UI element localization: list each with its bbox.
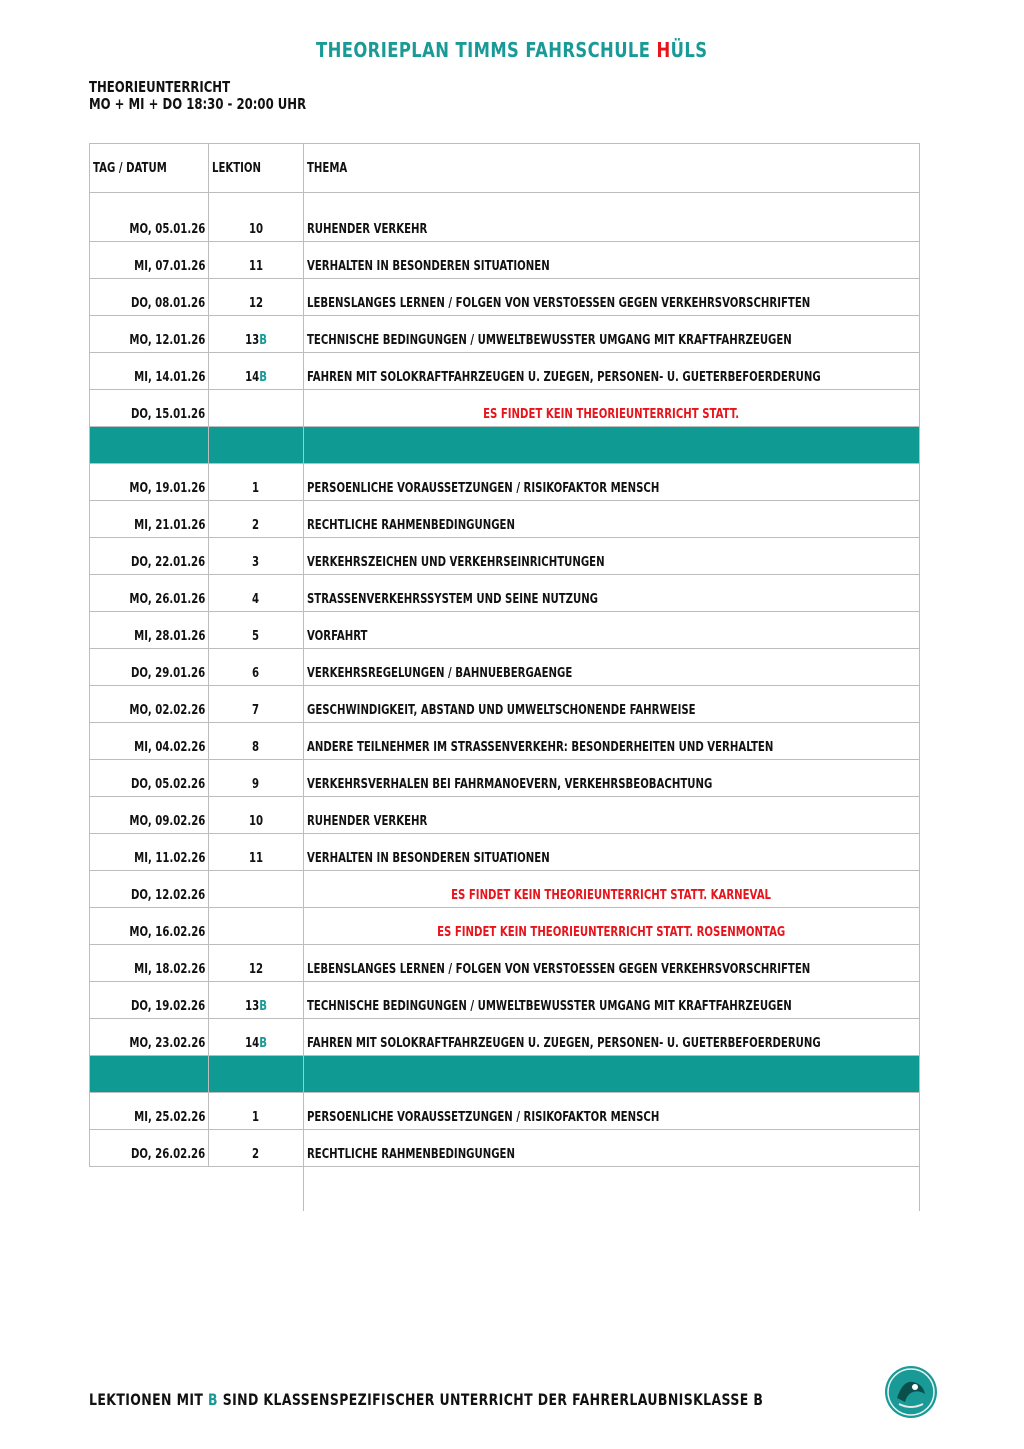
topic-cell: TECHNISCHE BEDINGUNGEN / UMWELTBEWUSSTER UMGANG MIT KRAFTFAHRZEUGEN [304, 316, 920, 353]
section-divider-row [90, 1056, 920, 1093]
empty-cell [304, 1167, 920, 1212]
lesson-cell: 14B [209, 353, 304, 390]
date-cell: MO, 05.01.26 [90, 193, 209, 242]
notice-cell: ES FINDET KEIN THEORIEUNTERRICHT STATT. [304, 390, 920, 427]
date-cell: MO, 16.02.26 [90, 908, 209, 945]
lesson-cell: 14B [209, 1019, 304, 1056]
date-cell: MI, 07.01.26 [90, 242, 209, 279]
table-row [90, 945, 920, 982]
notice-cell: ES FINDET KEIN THEORIEUNTERRICHT STATT. KARNEVAL [304, 871, 920, 908]
topic-cell: FAHREN MIT SOLOKRAFTFAHRZEUGEN U. ZUEGEN, PERSONEN- U. GUETERBEFOERDERUNG [304, 1019, 920, 1056]
subtitle-line2: MO + MI + DO 18:30 - 20:00 UHR [89, 95, 307, 113]
column-header-topic: THEMA [304, 144, 920, 193]
topic-cell: LEBENSLANGES LERNEN / FOLGEN VON VERSTOESSEN GEGEN VERKEHRSVORSCHRIFTEN [304, 279, 920, 316]
divider-cell [209, 1056, 304, 1093]
table-row [90, 834, 920, 871]
table-row [90, 723, 920, 760]
table-row [90, 353, 920, 390]
table-row [90, 279, 920, 316]
title-text: THEORIEPLAN TIMMS FAHRSCHULE [316, 38, 657, 62]
lesson-cell: 9 [209, 760, 304, 797]
date-cell: MI, 21.01.26 [90, 501, 209, 538]
topic-cell: RUHENDER VERKEHR [304, 193, 920, 242]
table-row [90, 649, 920, 686]
empty-row [90, 1167, 920, 1212]
table-row [90, 501, 920, 538]
no-class-row [90, 908, 920, 945]
date-cell: DO, 29.01.26 [90, 649, 209, 686]
lesson-cell: 8 [209, 723, 304, 760]
table-row [90, 982, 920, 1019]
lesson-cell: 11 [209, 834, 304, 871]
topic-cell: RUHENDER VERKEHR [304, 797, 920, 834]
date-cell: DO, 12.02.26 [90, 871, 209, 908]
lesson-cell: 2 [209, 1130, 304, 1167]
date-cell: DO, 05.02.26 [90, 760, 209, 797]
topic-cell: STRASSENVERKEHRSSYSTEM UND SEINE NUTZUNG [304, 575, 920, 612]
section-divider-row [90, 427, 920, 464]
lesson-cell: 5 [209, 612, 304, 649]
topic-cell: VERHALTEN IN BESONDEREN SITUATIONEN [304, 242, 920, 279]
date-cell: MI, 14.01.26 [90, 353, 209, 390]
date-cell: MO, 02.02.26 [90, 686, 209, 723]
date-cell: DO, 19.02.26 [90, 982, 209, 1019]
divider-cell [90, 427, 209, 464]
lesson-cell: 3 [209, 538, 304, 575]
column-header-lesson: LEKTION [209, 144, 304, 193]
subtitle-line1: THEORIEUNTERRICHT [89, 78, 231, 96]
lesson-cell: 4 [209, 575, 304, 612]
date-cell: DO, 22.01.26 [90, 538, 209, 575]
divider-cell [209, 427, 304, 464]
table-row [90, 316, 920, 353]
topic-cell: ANDERE TEILNEHMER IM STRASSENVERKEHR: BESONDERHEITEN UND VERHALTEN [304, 723, 920, 760]
lesson-cell: 10 [209, 797, 304, 834]
table-row [90, 242, 920, 279]
table-row [90, 1130, 920, 1167]
lesson-cell: 7 [209, 686, 304, 723]
table-row [90, 1019, 920, 1056]
date-cell: MO, 19.01.26 [90, 464, 209, 501]
lesson-cell: 13B [209, 316, 304, 353]
notice-cell: ES FINDET KEIN THEORIEUNTERRICHT STATT. ROSENMONTAG [304, 908, 920, 945]
title-text-end: ÜLS [670, 38, 708, 62]
table-row [90, 538, 920, 575]
table-row [90, 760, 920, 797]
lesson-cell: 1 [209, 464, 304, 501]
date-cell: MI, 28.01.26 [90, 612, 209, 649]
lesson-cell: 11 [209, 242, 304, 279]
topic-cell: PERSOENLICHE VORAUSSETZUNGEN / RISIKOFAKTOR MENSCH [304, 1093, 920, 1130]
table-header-row [90, 144, 920, 193]
table-row [90, 1093, 920, 1130]
divider-cell [304, 1056, 920, 1093]
date-cell: MI, 11.02.26 [90, 834, 209, 871]
table-row [90, 612, 920, 649]
footer-note: LEKTIONEN MIT B SIND KLASSENSPEZIFISCHER UNTERRICHT DER FAHRERLAUBNISKLASSE B [89, 1390, 764, 1409]
lesson-cell: 6 [209, 649, 304, 686]
date-cell: DO, 15.01.26 [90, 390, 209, 427]
date-cell: MI, 04.02.26 [90, 723, 209, 760]
page-title [0, 38, 1024, 62]
lesson-cell [209, 871, 304, 908]
date-cell: DO, 26.02.26 [90, 1130, 209, 1167]
topic-cell: VERHALTEN IN BESONDEREN SITUATIONEN [304, 834, 920, 871]
topic-cell: PERSOENLICHE VORAUSSETZUNGEN / RISIKOFAKTOR MENSCH [304, 464, 920, 501]
table-row [90, 575, 920, 612]
date-cell: MO, 23.02.26 [90, 1019, 209, 1056]
topic-cell: VERKEHRSVERHALEN BEI FAHRMANOEVERN, VERKEHRSBEOBACHTUNG [304, 760, 920, 797]
topic-cell: VORFAHRT [304, 612, 920, 649]
lesson-cell: 2 [209, 501, 304, 538]
date-cell: MI, 18.02.26 [90, 945, 209, 982]
divider-cell [304, 427, 920, 464]
lesson-cell: 12 [209, 945, 304, 982]
no-class-row [90, 871, 920, 908]
table-row [90, 193, 920, 242]
table-row [90, 686, 920, 723]
date-cell: MI, 25.02.26 [90, 1093, 209, 1130]
topic-cell: FAHREN MIT SOLOKRAFTFAHRZEUGEN U. ZUEGEN, PERSONEN- U. GUETERBEFOERDERUNG [304, 353, 920, 390]
date-cell: MO, 26.01.26 [90, 575, 209, 612]
lesson-cell [209, 908, 304, 945]
topic-cell: RECHTLICHE RAHMENBEDINGUNGEN [304, 1130, 920, 1167]
date-cell: MO, 09.02.26 [90, 797, 209, 834]
no-class-row [90, 390, 920, 427]
date-cell: MO, 12.01.26 [90, 316, 209, 353]
lesson-cell: 10 [209, 193, 304, 242]
empty-cell [209, 1167, 304, 1212]
column-header-date: TAG / DATUM [90, 144, 209, 193]
driving-school-logo-icon [883, 1364, 939, 1420]
topic-cell: RECHTLICHE RAHMENBEDINGUNGEN [304, 501, 920, 538]
lesson-cell: 12 [209, 279, 304, 316]
title-highlight: H [656, 38, 671, 62]
topic-cell: GESCHWINDIGKEIT, ABSTAND UND UMWELTSCHONENDE FAHRWEISE [304, 686, 920, 723]
table-body [90, 193, 920, 1212]
table-row [90, 464, 920, 501]
divider-cell [90, 1056, 209, 1093]
topic-cell: TECHNISCHE BEDINGUNGEN / UMWELTBEWUSSTER UMGANG MIT KRAFTFAHRZEUGEN [304, 982, 920, 1019]
topic-cell: VERKEHRSREGELUNGEN / BAHNUEBERGAENGE [304, 649, 920, 686]
date-cell: DO, 08.01.26 [90, 279, 209, 316]
topic-cell: LEBENSLANGES LERNEN / FOLGEN VON VERSTOESSEN GEGEN VERKEHRSVORSCHRIFTEN [304, 945, 920, 982]
topic-cell: VERKEHRSZEICHEN UND VERKEHRSEINRICHTUNGEN [304, 538, 920, 575]
schedule-table [89, 143, 920, 1211]
lesson-cell: 13B [209, 982, 304, 1019]
lesson-cell: 1 [209, 1093, 304, 1130]
empty-cell [90, 1167, 209, 1212]
lesson-cell [209, 390, 304, 427]
table-row [90, 797, 920, 834]
